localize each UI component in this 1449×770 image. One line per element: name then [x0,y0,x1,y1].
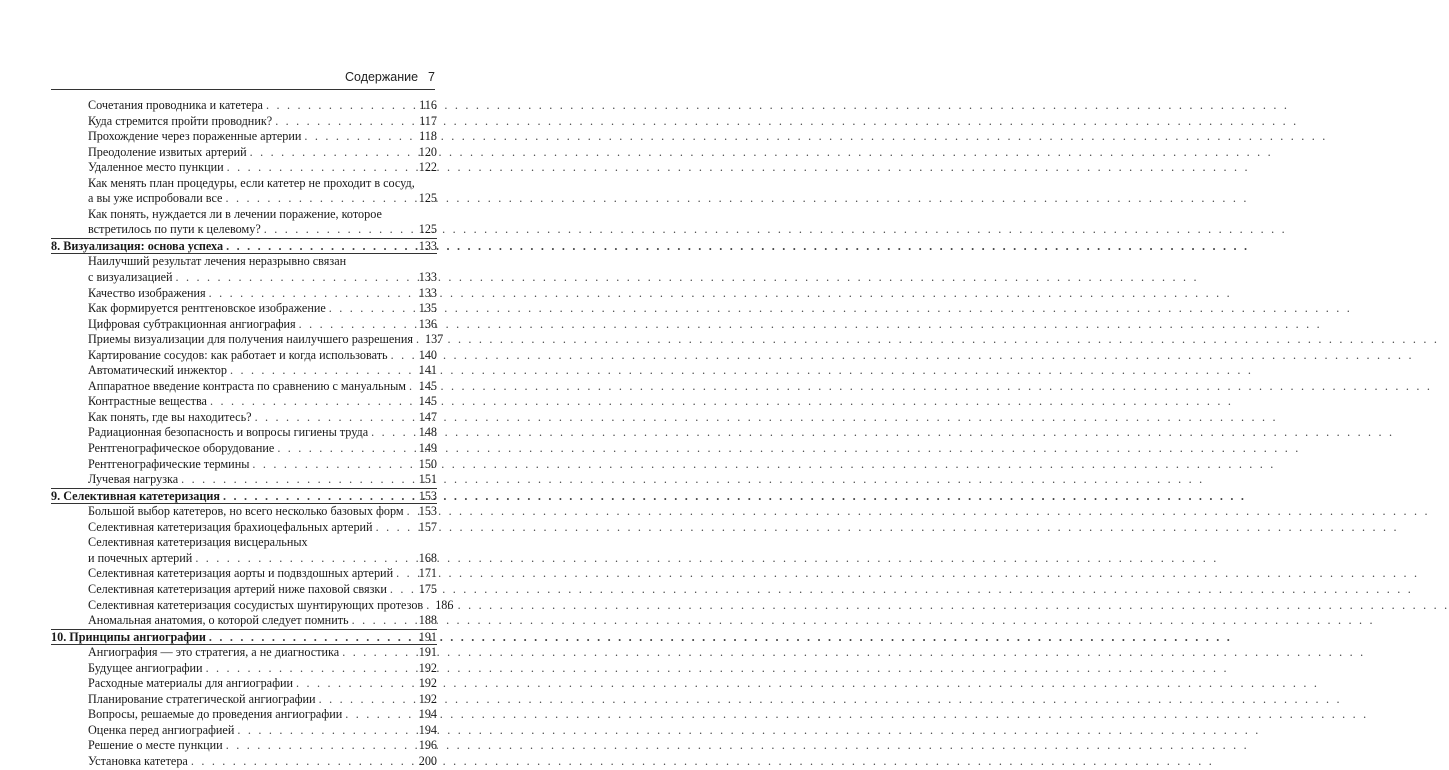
toc-entry-page: 191 [418,645,437,660]
toc-entry-title: Прохождение через пораженные артерии [88,129,302,144]
toc-entry-title: Как формируется рентгеновское изображение [88,301,326,316]
toc-entry-title: Большой выбор катетеров, но всего несколько базовых форм [88,504,404,519]
toc-entry-page: 145 [418,378,437,393]
toc-entry [51,332,444,348]
toc-entry-page: 118 [419,129,437,144]
toc-entry-page: 192 [418,660,437,675]
toc-entry-page: 168 [418,550,437,565]
toc-entry [51,472,437,488]
toc-entry-page: 145 [418,394,437,409]
toc-entry [51,286,437,302]
toc-entry-page: 196 [418,738,437,753]
toc-entry-title: Селективная катетеризация артерий ниже паховой связки [88,581,387,596]
toc-chapter-entry [51,488,437,505]
toc-entry-title: Радиационная безопасность и вопросы гигиены труда [88,425,369,440]
toc-entry-title: и почечных артерий [88,550,193,565]
toc-entry-title: Наилучший результат лечения неразрывно связан [88,254,347,269]
toc-entry-title: Рентгенографические термины [88,456,250,471]
dot-leader [296,676,416,692]
toc-entry-title: Селективная катетеризация аорты и подвздошных артерий [88,566,394,581]
toc-entry [51,707,437,723]
toc-entry-title: 10. Принципы ангиографии [51,629,206,644]
toc-entry-title: Будущее ангиографии [88,660,203,675]
toc-entry-title: Лучевая нагрузка [88,472,179,487]
toc-entry [51,692,437,708]
toc-entry [51,441,437,457]
dot-leader [376,520,416,536]
toc-entry-page: 157 [418,519,437,534]
toc-entry [51,504,437,520]
toc-entry-page: 192 [418,676,437,691]
dot-leader [304,129,416,145]
dot-leader [226,738,416,754]
toc-entry-title: Сочетания проводника и катетера [88,98,263,112]
toc-entry [51,270,437,286]
toc-entry [51,661,437,677]
toc-entry [51,254,437,270]
toc-entry [51,597,454,614]
toc-entry [51,738,437,754]
dot-leader [181,472,416,488]
toc-entry [51,191,437,207]
toc-entry [51,394,437,410]
header-rule [51,89,435,90]
toc-entry [51,425,437,441]
toc-entry-page: 191 [418,629,437,644]
toc-entry-page: 186 [435,597,454,612]
toc-entry [51,723,437,739]
dot-leader [319,692,416,708]
toc-entry-page: 194 [418,722,437,737]
toc-entry-page: 140 [418,347,437,362]
dot-leader [407,504,416,520]
toc-entry [51,363,437,379]
toc-entry [51,613,437,629]
dot-leader [225,191,415,207]
toc-entry-page: 122 [418,160,437,175]
toc-entry-page: 120 [418,144,437,159]
dot-leader [195,551,415,567]
toc-entry [51,379,437,395]
toc-entry-page: 151 [418,472,437,487]
toc-entry-title: Преодоление извитых артерий [88,144,247,159]
dot-leader [191,754,416,770]
toc-entry-title: Цифровая субтракционная ангиография [88,316,296,331]
toc-entry-title: Приемы визуализации для получения наилучшего разрешения [88,332,413,347]
toc-entry [51,551,437,567]
toc-entry-title: Селективная катетеризация висцеральных [88,535,308,550]
toc-entry-page: 188 [418,613,437,628]
toc-entry [51,457,437,473]
dot-leader [277,441,415,457]
toc-entry-page: 171 [418,566,437,581]
dot-leader [210,394,416,410]
dot-leader [223,489,416,505]
toc-entry [51,145,437,161]
toc-entry-title: 9. Селективная катетеризация [51,488,221,503]
toc-entry [51,114,437,130]
toc-entry [51,410,437,426]
toc-entry-title: Как менять план процедуры, если катетер не проходит в сосуд, [88,175,415,190]
toc-entry [51,535,437,551]
dot-leader [371,425,416,441]
dot-leader [255,410,416,426]
dot-leader [226,239,416,255]
toc-chapter-entry [51,629,437,646]
dot-leader [206,661,416,677]
toc-entry-title: Селективная катетеризация сосудистых шунтирующих протезов [88,597,424,612]
toc-entry-page: 153 [418,504,437,519]
toc-entry-page: 153 [418,488,437,503]
toc-entry-page: 117 [419,113,437,128]
toc-entry-title: Как понять, где вы находитесь? [88,409,252,424]
dot-leader [252,457,415,473]
toc-entry-title: Планирование стратегической ангиографии [88,691,316,706]
toc-entry [51,207,437,223]
toc-entry-title: а вы уже испробовали все [88,191,223,206]
dot-leader [275,114,416,130]
toc-entry-page: 135 [418,301,437,316]
toc-entry-page: 133 [418,285,437,300]
toc-entry [51,645,437,661]
toc-entry-title: Вопросы, решаемые до проведения ангиографии [88,707,343,722]
toc-entry [51,566,437,582]
toc-entry [51,98,437,114]
toc-entry [51,520,437,536]
toc-entry-page: 141 [418,363,437,378]
toc-entry-page: 200 [418,753,437,768]
toc-entry-title: Рентгенографическое оборудование [88,441,275,456]
toc-entry-page: 137 [424,332,444,347]
dot-leader [416,332,422,348]
dot-leader [209,286,416,302]
dot-leader [391,348,416,364]
toc-entry-title: с визуализацией [88,270,173,285]
toc-entry [51,129,437,145]
toc-entry-title: Расходные материалы для ангиографии [88,676,294,691]
table-of-contents [51,98,454,770]
toc-entry-title: Куда стремится пройти проводник? [88,113,273,128]
toc-entry-page: 149 [418,441,437,456]
header-title: Содержание [344,70,419,84]
dot-leader [345,707,415,723]
toc-entry-title: Качество изображения [88,285,206,300]
toc-entry-page: 150 [418,456,437,471]
toc-entry-page: 133 [418,270,437,285]
toc-entry [51,348,437,364]
toc-entry-page: 147 [418,409,437,424]
dot-leader [426,598,432,614]
toc-entry-page: 194 [418,707,437,722]
toc-entry-title: Селективная катетеризация брахиоцефальных артерий [88,519,373,534]
dot-leader [329,301,416,317]
toc-entry-page: 136 [418,316,437,331]
toc-entry-page: 148 [418,425,437,440]
header-page-number: 7 [428,70,435,84]
toc-entry [51,301,437,317]
toc-entry [51,676,437,692]
toc-entry-title: Аппаратное введение контраста по сравнению с мануальным [88,378,407,393]
dot-leader [352,613,416,629]
toc-entry-title: Удаленное место пункции [88,160,224,175]
dot-leader [299,317,416,333]
toc-entry-page: 116 [419,98,437,112]
dot-leader [396,566,416,582]
toc-chapter-entry [51,238,437,255]
dot-leader [342,645,416,661]
toc-entry-title: Как понять, нуждается ли в лечении поражение, которое [88,206,382,221]
dot-leader [237,723,415,739]
toc-entry-title: Автоматический инжектор [88,363,227,378]
dot-leader [266,98,416,114]
toc-entry-page: 125 [418,222,437,237]
dot-leader [390,582,416,598]
toc-entry-title: 8. Визуализация: основа успеха [51,238,224,253]
toc-entry [51,176,437,192]
toc-entry-title: Оценка перед ангиографией [88,722,235,737]
dot-leader [250,145,416,161]
dot-leader [176,270,416,286]
toc-entry [51,582,437,598]
toc-entry-title: Аномальная анатомия, о которой следует помнить [88,613,349,628]
toc-entry-title: Контрастные вещества [88,394,207,409]
toc-entry [51,754,437,770]
toc-entry-title: Ангиография — это стратегия, а не диагностика [88,645,340,660]
dot-leader [264,222,416,238]
running-header [51,70,435,84]
dot-leader [209,630,416,646]
toc-entry-page: 175 [418,581,437,596]
toc-entry [51,317,437,333]
toc-entry-title: Установка катетера [88,753,188,768]
dot-leader [230,363,416,379]
dot-leader [227,160,416,176]
toc-entry-page: 125 [418,191,437,206]
toc-entry-title: Картирование сосудов: как работает и когда использовать [88,347,388,362]
dot-leader [409,379,416,395]
toc-entry-title: встретилось по пути к целевому? [88,222,261,237]
toc-entry [51,222,437,238]
toc-entry [51,160,437,176]
toc-entry-title: Решение о месте пункции [88,738,223,753]
toc-entry-page: 133 [418,238,437,253]
toc-entry-page: 192 [418,691,437,706]
